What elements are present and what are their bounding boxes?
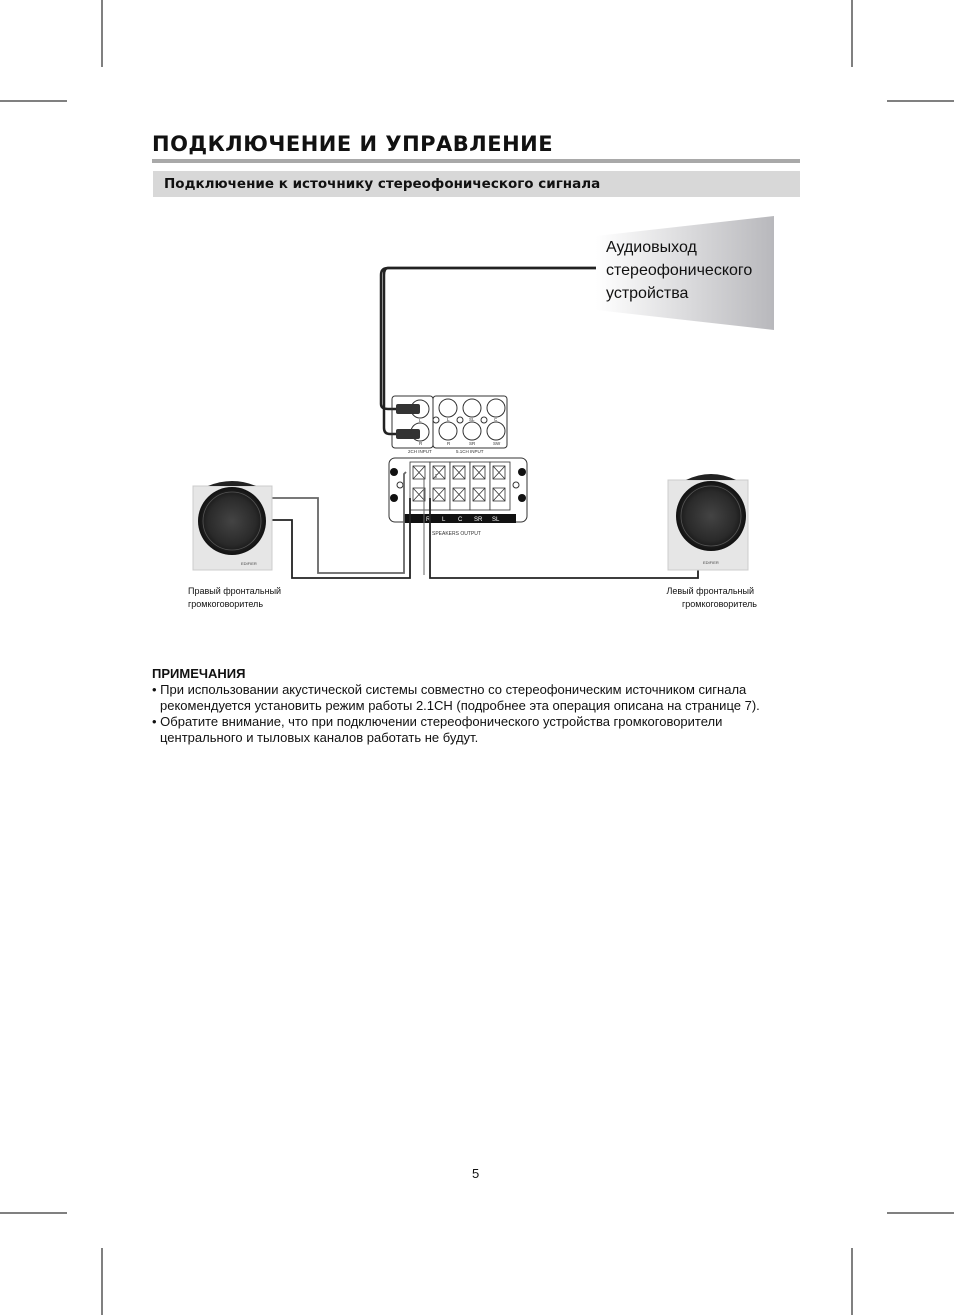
right-front-speaker <box>193 481 272 570</box>
note-item: • Обратите внимание, что при подключении стереофонического устройства громкоговорители центрального и тыловых каналов работать не будут. <box>152 714 723 745</box>
channel-label-sr: SR <box>474 517 483 523</box>
input-51ch-label: 5.1CH INPUT <box>456 449 484 454</box>
channel-label-l: L <box>442 517 446 523</box>
section-title: Подключение к источнику стереофонического сигнала <box>164 176 601 192</box>
speaker-logo: EDIFIER <box>703 560 719 565</box>
callout-line: стереофонического <box>606 262 753 279</box>
channel-label-r: R <box>426 517 431 523</box>
callout-line: устройства <box>606 285 689 302</box>
left-front-speaker <box>668 474 748 570</box>
jack-label: L <box>419 418 422 423</box>
notes-section <box>152 666 777 746</box>
channel-label-sl: SL <box>492 517 500 523</box>
callout-line: Аудиовыход <box>606 239 697 256</box>
right-speaker-label-line2: громкоговоритель <box>188 599 264 609</box>
jack-label: SL <box>469 417 475 422</box>
rca-plugs <box>396 404 420 439</box>
note-item: • При использовании акустической системы совместно со стереофоническим источником сигнала рекомендуется установить режим работы 2.1CH (подробнее эта операция описана на странице 7). <box>152 682 760 713</box>
speaker-logo: EDIFIER <box>241 561 257 566</box>
jack-label: SR <box>469 441 476 446</box>
jack-label: R <box>419 441 423 446</box>
jack-label: C <box>494 417 498 422</box>
jack-label: R <box>447 441 451 446</box>
channel-label-c: C <box>458 517 463 523</box>
jack-label: SW <box>493 441 501 446</box>
right-speaker-label-line1: Правый фронтальный <box>188 586 282 596</box>
left-speaker-label-line2: громкоговоритель <box>681 599 757 609</box>
page-title: ПОДКЛЮЧЕНИЕ И УПРАВЛЕНИЕ <box>152 132 554 156</box>
audio-output-callout <box>606 236 752 305</box>
notes-heading: ПРИМЕЧАНИЯ <box>152 666 246 681</box>
jack-label: L <box>447 417 450 422</box>
page-number: 5 <box>472 1166 480 1181</box>
left-speaker-label-line1: Левый фронтальный <box>666 586 754 596</box>
speakers-output-label: SPEAKERS OUTPUT <box>432 531 481 537</box>
input-2ch-label: 2CH INPUT <box>408 449 432 454</box>
